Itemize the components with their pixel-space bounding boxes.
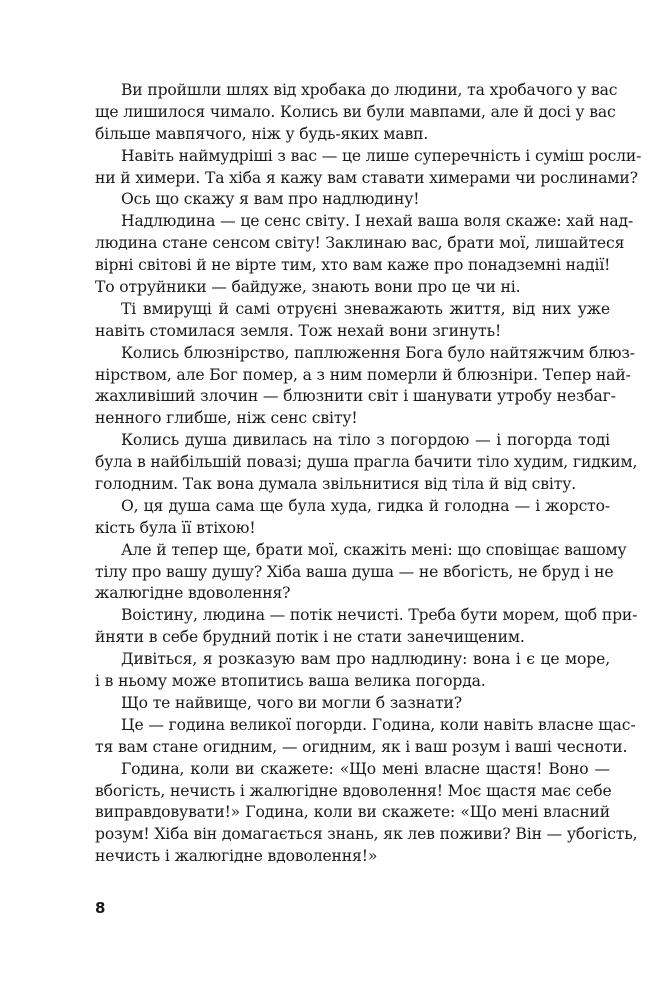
text-line: Воістину, людина — потік нечисті. Треба бути морем, щоб при-: [121, 606, 638, 625]
paragraph: [95, 693, 610, 715]
text-line: жалюгідне вдоволення?: [95, 584, 291, 603]
text-line: нірством, але Бог помер, а з ним померли й блюзніри. Тепер най-: [95, 365, 631, 384]
text-line: нечисть і жалюгідне вдоволення!»: [95, 847, 378, 866]
text-line: більше мавпячого, ніж у будь-яких мавп.: [95, 124, 429, 143]
text-line: Година, коли ви скажете: «Що мені власне щастя! Воно —: [121, 759, 610, 778]
text-line: Але й тепер ще, брати мої, скажіть мені: що сповіщає вашому: [121, 540, 627, 559]
text-line: Це — година великої погорди. Година, коли навіть власне щас-: [121, 715, 636, 734]
text-line: ще лишилося чимало. Колись ви були мавпами, але й досі у вас: [95, 102, 616, 121]
text-line: Ви пройшли шлях від хробака до людини, та хробачого у вас: [121, 81, 618, 99]
paragraph: [95, 80, 618, 146]
page-number: 8: [95, 899, 106, 917]
text-line: вбогість, нечисть і жалюгідне вдоволення! Моє щастя має себе: [95, 781, 612, 800]
text-line: навіть стомилася земля. Тож нехай вони згинуть!: [95, 321, 502, 340]
paragraph: [95, 343, 635, 431]
paragraph: [95, 211, 634, 299]
text-line: Що те найвище, чого ви могли б зазнати?: [121, 693, 463, 712]
paragraph: [95, 605, 638, 649]
text-line: вірні світові й не вірте тим, хто вам каже про понадземні надії!: [95, 256, 611, 275]
paragraph: [95, 430, 638, 496]
text-line: тя вам стане огидним, — огидним, як і ваш розум і ваші чесноти.: [95, 737, 628, 756]
paragraph: [95, 759, 638, 868]
text-line: і в ньому може втопитись ваша велика погорда.: [95, 672, 486, 691]
text-line: тілу про вашу душу? Хіба ваша душа — не вбогість, не бруд і не: [95, 562, 614, 581]
text-line: Навіть наймудріші з вас — це лише суперечність і суміш росли-: [121, 146, 642, 165]
paragraph: [95, 649, 610, 693]
text-line: Колись блюзнірство, паплюження Бога було найтяжчим блюз-: [121, 343, 635, 362]
paragraph: [95, 715, 636, 759]
text-line: Надлюдина — це сенс світу. І нехай ваша воля скаже: хай над-: [121, 212, 634, 231]
text-line: розум! Хіба він домагається знань, як лев поживи? Він — убогість,: [95, 825, 638, 844]
text-line: ненного глибше, ніж сенс світу!: [95, 409, 358, 428]
text-line: Дивіться, я розказую вам про надлюдину: вона і є це море,: [121, 650, 610, 669]
text-line: жахливіший злочин — блюзнити світ і шанувати утробу незбаг-: [95, 387, 616, 406]
paragraph: [95, 299, 610, 343]
text-line: То отруйники — байдуже, знають вони про це чи ні.: [95, 278, 521, 297]
text-line: кість була її втіхою!: [95, 518, 256, 537]
text-line: Колись душа дивилась на тіло з погордою — і погорда тоді: [121, 431, 610, 450]
paragraph: [95, 146, 642, 190]
paragraph: [95, 189, 610, 211]
text-line: Ось що скажу я вам про надлюдину!: [121, 190, 420, 209]
text-line: ни й химери. Та хіба я кажу вам ставати химерами чи рослинами?: [95, 168, 638, 187]
text-line: була в найбільшій повазі; душа прагла бачити тіло худим, гидким,: [95, 453, 638, 472]
text-line: голодним. Так вона думала звільнитися від тіла й від світу.: [95, 475, 577, 494]
paragraph: [95, 496, 610, 540]
text-line: йняти в себе брудний потік і не стати занечищеним.: [95, 628, 525, 647]
paragraph: [95, 540, 627, 606]
body-text: [95, 80, 642, 868]
text-line: людина стане сенсом світу! Заклинаю вас, брати мої, лишайтеся: [95, 234, 625, 253]
text-line: виправдовувати!» Година, коли ви скажете: «Що мені власний: [95, 803, 610, 822]
text-line: О, ця душа сама ще була худа, гидка й голодна — і жорсто-: [121, 496, 610, 515]
text-line: Ті вмирущі й самі отруєні зневажають життя, від них уже: [121, 299, 610, 318]
